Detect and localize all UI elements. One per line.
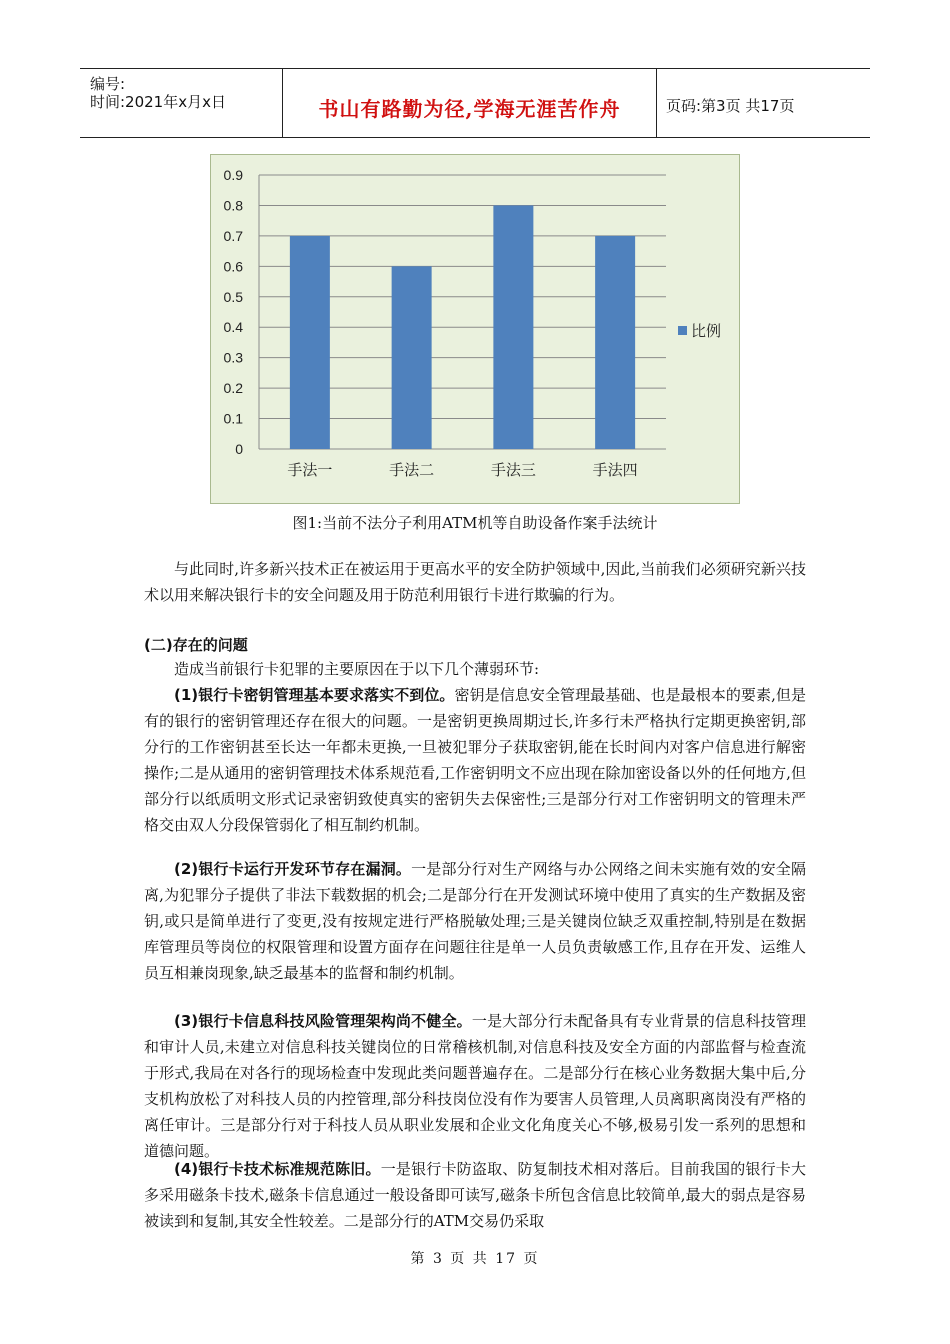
bar — [290, 236, 330, 449]
y-tick-label: 0.6 — [223, 258, 243, 275]
header-info-cell — [80, 69, 283, 137]
document-date-label: 时间:2021年x月x日 — [90, 93, 226, 111]
y-tick-label: 0 — [235, 441, 243, 457]
x-tick-label: 手法二 — [389, 461, 435, 479]
header-page-cell — [657, 69, 870, 137]
x-tick-label: 手法三 — [490, 461, 536, 479]
problem-item-4 — [144, 1156, 806, 1234]
page-header — [80, 68, 870, 138]
problem-item-1-text: 密钥是信息安全管理最基础、也是最根本的要素,但是有的银行的密钥管理还存在很大的问题。一是密钥更换周期过长,许多行未严格执行定期更换密钥,部分行的工作密钥甚至长达一年都未更换,一旦被犯罪分子获取密钥,能在长时间内对客户信息进行解密操作;二是从通用的密钥管理技术体系规范看,工作密钥明文不应出现在除加密设备以外的任何地方,但部分行以纸质明文形式记录密钥致使真实的密钥失去保密性;三是部分行对工作密钥明文的管理未严格交由双人分段保管弱化了相互制约机制。 — [144, 686, 806, 834]
y-tick-label: 0.5 — [223, 288, 243, 305]
y-tick-label: 0.8 — [223, 197, 243, 214]
header-page-number: 页码:第3页 共17页 — [666, 97, 795, 115]
problem-item-4-text: 一是银行卡防盗取、防复制技术相对落后。目前我国的银行卡大多采用磁条卡技术,磁条卡信息通过一般设备即可读写,磁条卡所包含信息比较简单,最大的弱点是容易被读到和复制,其安全性较差。二是部分行的ATM交易仍采取 — [144, 1160, 806, 1230]
y-tick-label: 0.7 — [223, 227, 243, 244]
problem-item-3-text: 一是大部分行未配备具有专业背景的信息科技管理和审计人员,未建立对信息科技关键岗位的日常稽核机制,对信息科技及安全方面的内部监督与检查流于形式,我局在对各行的现场检查中发现此类问题普遍存在。二是部分行在核心业务数据大集中后,分支机构放松了对科技人员的内控管理,部分科技岗位没有作为要害人员管理,人员离职离岗没有严格的离任审计。三是部分行对于科技人员从职业发展和企业文化角度关心不够,极易引发一系列的思想和道德问题。 — [144, 1012, 806, 1160]
bar-chart — [210, 154, 740, 504]
problem-item-3-lead: (3)银行卡信息科技风险管理架构尚不健全。 — [174, 1012, 472, 1030]
x-tick-label: 手法四 — [592, 461, 638, 479]
problem-item-2 — [144, 856, 806, 986]
y-tick-label: 0.9 — [223, 167, 243, 183]
y-tick-label: 0.4 — [223, 319, 243, 336]
problem-item-2-text: 一是部分行对生产网络与办公网络之间未实施有效的安全隔离,为犯罪分子提供了非法下载数据的机会;二是部分行在开发测试环境中使用了真实的生产数据及密钥,或只是简单进行了变更,没有按规定进行严格脱敏处理;三是关键岗位缺乏双重控制,特别是在数据库管理员等岗位的权限管理和设置方面存在问题往往是单一人员负责敏感工作,且存在开发、运维人员互相兼岗现象,缺乏最基本的监督和制约机制。 — [144, 860, 806, 982]
section-intro: 造成当前银行卡犯罪的主要原因在于以下几个薄弱环节: — [174, 660, 540, 678]
problem-item-4-lead: (4)银行卡技术标准规范陈旧。 — [174, 1160, 381, 1178]
bar — [493, 205, 533, 449]
bar-chart-canvas — [211, 155, 741, 505]
problem-item-2-lead: (2)银行卡运行开发环节存在漏洞。 — [174, 860, 412, 878]
bar — [392, 266, 432, 449]
bar — [595, 236, 635, 449]
x-tick-label: 手法一 — [287, 461, 333, 479]
page-footer: 第 3 页 共 17 页 — [410, 1251, 540, 1267]
y-tick-label: 0.1 — [223, 410, 243, 427]
header-motto-cell — [283, 69, 657, 137]
legend-label: 比例 — [691, 322, 722, 340]
problem-item-3 — [144, 1008, 806, 1164]
y-tick-label: 0.3 — [223, 349, 243, 366]
figure-caption: 图1:当前不法分子利用ATM机等自助设备作案手法统计 — [292, 514, 658, 532]
legend-swatch — [678, 326, 687, 335]
header-motto: 书山有路勤为径,学海无涯苦作舟 — [318, 97, 621, 121]
problem-item-1-lead: (1)银行卡密钥管理基本要求落实不到位。 — [174, 686, 455, 704]
problem-item-1 — [144, 682, 806, 838]
section-title: (二)存在的问题 — [144, 636, 248, 654]
intro-paragraph: 与此同时,许多新兴技术正在被运用于更高水平的安全防护领域中,因此,当前我们必须研究新兴技术以用来解决银行卡的安全问题及用于防范利用银行卡进行欺骗的行为。 — [144, 560, 806, 604]
y-tick-label: 0.2 — [223, 380, 243, 397]
document-number-label: 编号: — [90, 75, 126, 93]
